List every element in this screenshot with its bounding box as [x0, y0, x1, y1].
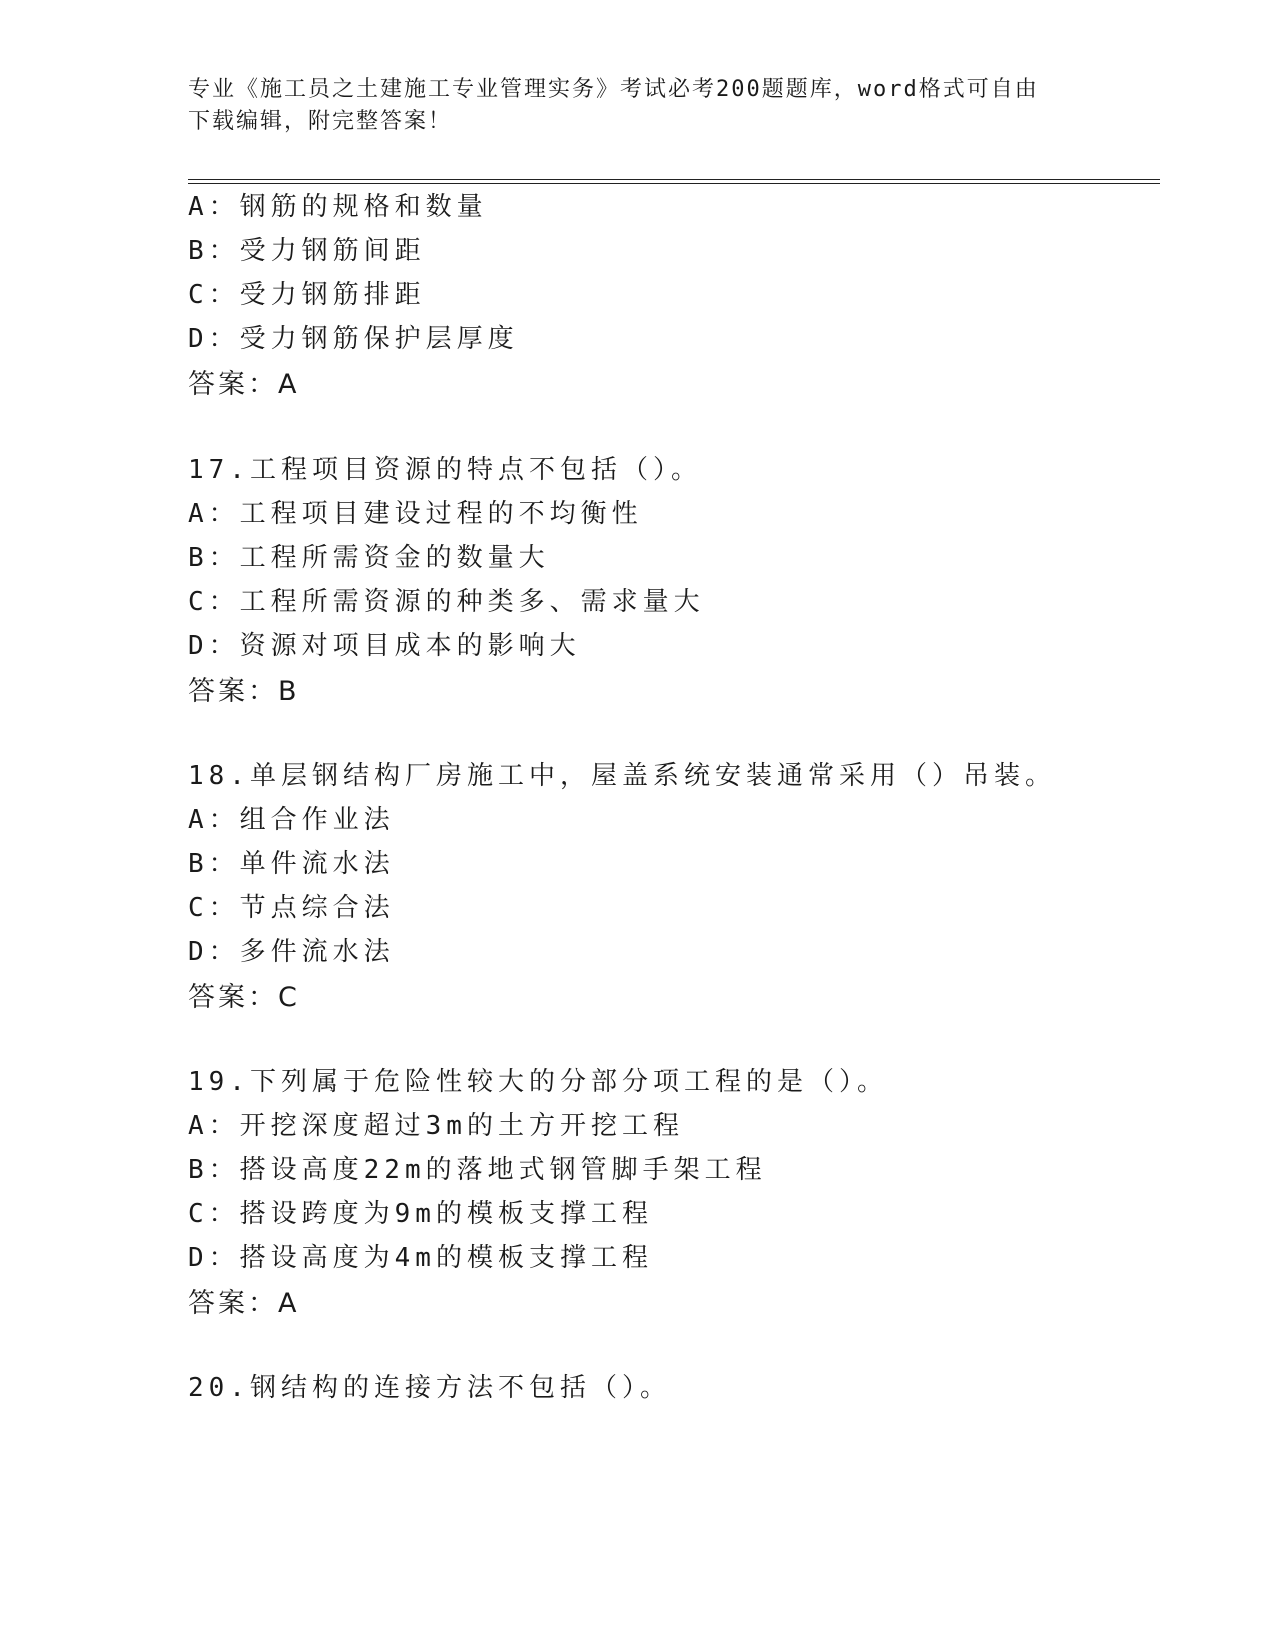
option-a: A：钢筋的规格和数量 [188, 192, 488, 222]
option-d: D：受力钢筋保护层厚度 [188, 324, 519, 354]
q17-option-c: C：工程所需资源的种类多、需求量大 [188, 587, 705, 617]
q17-option-d: D：资源对项目成本的影响大 [188, 631, 581, 661]
option-c: C：受力钢筋排距 [188, 280, 426, 310]
question-20: 20.钢结构的连接方法不包括（）。 [188, 1373, 671, 1403]
header-line-1: 专业《施工员之土建施工专业管理实务》考试必考200题题库，word格式可自由 [188, 77, 1039, 102]
question-17: 17.工程项目资源的特点不包括（）。 [188, 455, 702, 485]
option-b: B：受力钢筋间距 [188, 236, 426, 266]
q18-option-c: C：节点综合法 [188, 893, 395, 923]
q19-option-c: C：搭设跨度为9m的模板支撑工程 [188, 1199, 653, 1229]
q19-option-d: D：搭设高度为4m的模板支撑工程 [188, 1243, 653, 1273]
answer-label: 答案：A [188, 369, 300, 400]
question-19: 19.下列属于危险性较大的分部分项工程的是（）。 [188, 1067, 888, 1097]
q17-option-b: B：工程所需资金的数量大 [188, 543, 550, 573]
q18-option-b: B：单件流水法 [188, 849, 395, 879]
header-divider-top [188, 179, 1160, 180]
q18-option-a: A：组合作业法 [188, 805, 395, 835]
q17-option-a: A：工程项目建设过程的不均衡性 [188, 499, 643, 529]
q18-answer: 答案：C [188, 982, 300, 1013]
header-divider-bottom [188, 183, 1160, 184]
question-18: 18.单层钢结构厂房施工中，屋盖系统安装通常采用（）吊装。 [188, 761, 1056, 791]
document-header [188, 74, 1088, 138]
header-line-2: 下载编辑，附完整答案！ [188, 109, 453, 134]
q18-option-d: D：多件流水法 [188, 937, 395, 967]
q19-answer: 答案：A [188, 1288, 300, 1319]
q19-option-b: B：搭设高度22m的落地式钢管脚手架工程 [188, 1155, 767, 1185]
q17-answer: 答案：B [188, 676, 300, 707]
q19-option-a: A：开挖深度超过3m的土方开挖工程 [188, 1111, 684, 1141]
